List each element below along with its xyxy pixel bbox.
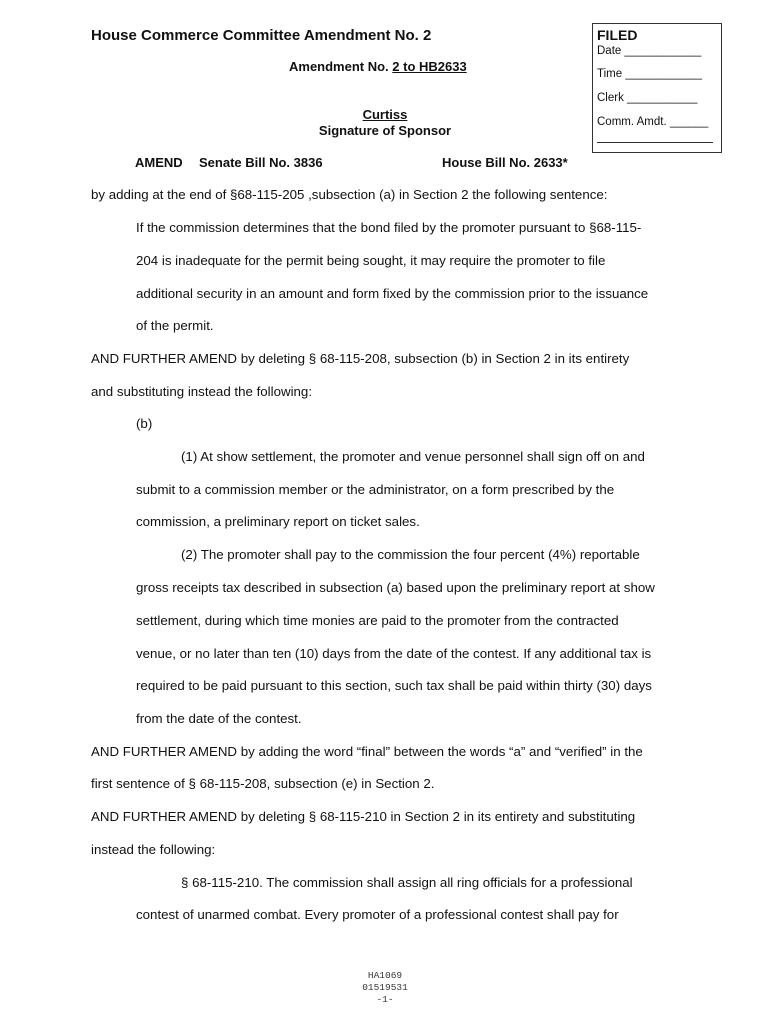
body-line: (1) At show settlement, the promoter and venue personnel shall sign off on and (181, 449, 645, 464)
body-line: commission, a preliminary report on ticket sales. (136, 514, 420, 529)
filed-stamp-box (592, 23, 722, 153)
footer-number: 01519531 (362, 982, 408, 993)
sponsor-caption: Signature of Sponsor (318, 123, 452, 138)
body-line: first sentence of § 68-115-208, subsection (e) in Section 2. (91, 776, 435, 791)
body-line: 204 is inadequate for the permit being sought, it may require the promoter to file (136, 253, 606, 268)
filed-signature-line (597, 142, 713, 143)
amendment-value: 2 to HB2633 (392, 59, 467, 74)
body-line: (b) (136, 416, 153, 431)
filed-clerk: Clerk ___________ (597, 92, 698, 104)
amendment-number (289, 59, 467, 74)
body-line: required to be paid pursuant to this section, such tax shall be paid within thirty (30) days (136, 678, 652, 693)
filed-heading: FILED (597, 27, 638, 43)
page-number: -1- (376, 994, 394, 1005)
document-title: House Commerce Committee Amendment No. 2 (91, 27, 432, 44)
body-line: If the commission determines that the bond filed by the promoter pursuant to §68-115- (136, 220, 642, 235)
body-line: and substituting instead the following: (91, 384, 313, 399)
body-line: § 68-115-210. The commission shall assign all ring officials for a professional (181, 875, 633, 890)
filed-time: Time ____________ (597, 68, 703, 80)
body-line: by adding at the end of §68-115-205 ,subsection (a) in Section 2 the following sentence: (91, 187, 608, 202)
senate-bill-number: Senate Bill No. 3836 (199, 155, 323, 170)
body-line: settlement, during which time monies are paid to the promoter from the contracted (136, 613, 619, 628)
amendment-label: Amendment No. (289, 59, 389, 74)
footer-code: HA1069 (367, 970, 403, 981)
sponsor-name: Curtiss (362, 107, 408, 122)
body-line: of the permit. (136, 318, 214, 333)
filed-date: Date ____________ (597, 45, 702, 57)
body-line: contest of unarmed combat. Every promoter of a professional contest shall pay for (136, 907, 619, 922)
body-line: from the date of the contest. (136, 711, 302, 726)
house-bill-number: House Bill No. 2633* (442, 155, 568, 170)
body-line: (2) The promoter shall pay to the commission the four percent (4%) reportable (181, 547, 640, 562)
body-line: additional security in an amount and form fixed by the commission prior to the issuance (136, 286, 649, 301)
body-line: AND FURTHER AMEND by deleting § 68-115-208, subsection (b) in Section 2 in its entirety (91, 351, 630, 366)
body-line: AND FURTHER AMEND by deleting § 68-115-210 in Section 2 in its entirety and substituting (91, 809, 636, 824)
filed-comm-amdt: Comm. Amdt. ______ (597, 116, 709, 128)
body-line: submit to a commission member or the administrator, on a form prescribed by the (136, 482, 615, 497)
amend-label: AMEND (135, 155, 183, 170)
body-line: gross receipts tax described in subsection (a) based upon the preliminary report at show (136, 580, 655, 595)
body-line: venue, or no later than ten (10) days from the date of the contest. If any additional tax is (136, 646, 652, 661)
footer (0, 970, 770, 1006)
body-line: AND FURTHER AMEND by adding the word “final” between the words “a” and “verified” in the (91, 744, 643, 759)
body-line: instead the following: (91, 842, 216, 857)
